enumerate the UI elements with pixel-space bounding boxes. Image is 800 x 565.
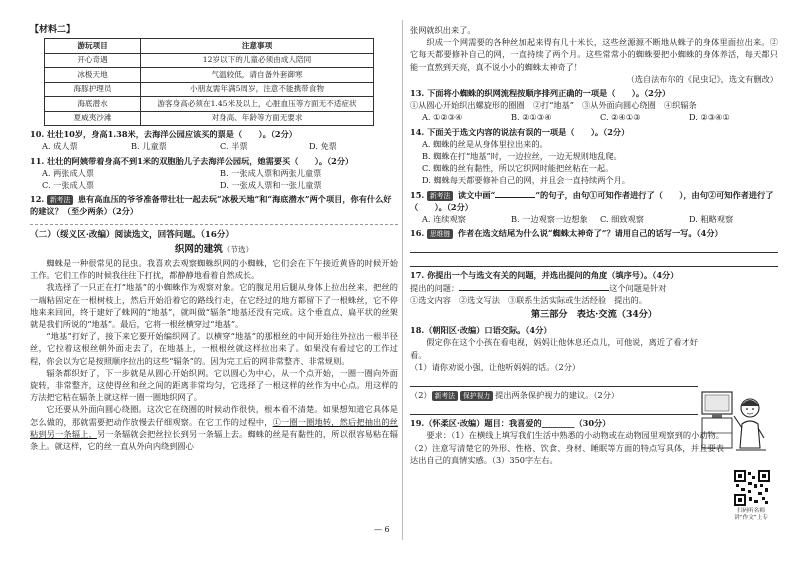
table-cell: 海豚护理员 <box>45 82 141 97</box>
passage-paragraph: 我选择了一只正在打“地基”的小蜘蛛作为观察对象。它的腹足用后腿从身体上拉出丝来，把丝的一端粘固定在一根树枝上，然后开始沿着它的路线行走，在它经过的地方都留下了一根蛛丝，它不停地来来回回，终于建好了蛛网的“地基”，就叫做“辐条”地基还没有完成。这个垂直点、扁平状的丝架就是我们所说的“地基”。最后，它将一根丝横穿过“地基”。 <box>30 282 398 330</box>
table-cell: 气温较低，请自备外套御寒 <box>141 68 374 83</box>
question-13 <box>410 87 778 124</box>
passage-paragraph: 织成一个网需要的各种丝加起来得有几十米长，这些丝源源不断地从蛛子的身体里面拉出来。②它每天都要修补自己的网，一直持续了两个月。这些常常小的蜘蛛要把小蜘蛛的身体养活，每天都只能一直熬到天亮，真不说小小的蜘蛛太神奇了！ <box>410 37 778 72</box>
underline-mark <box>495 189 535 198</box>
option: A. 两张成人票 <box>42 167 95 178</box>
q17-angles <box>410 294 778 306</box>
passage-paragraph <box>30 403 398 452</box>
question-17 <box>410 269 778 306</box>
option: C. 蜘蛛的丝有黏性，所以它织网时能把丝粘在一起。 <box>422 163 614 174</box>
angle-option: ③联系生活实际或生活经验 <box>507 294 607 305</box>
question-10 <box>30 128 398 152</box>
passage-paragraph: 蜘蛛是一种很常见的昆虫。我喜欢去观察蜘蛛织网的小蜘蛛，它们会在下午接近黄昏的时候开始工作。它们工作的时候我往往下打扰，都静静地看着自然成长。 <box>30 258 398 281</box>
new-method-tag: 新考法 <box>427 191 453 201</box>
question-stem: 10. 壮壮10岁，身高1.38米，去海洋公园应该买的票是（ ）。（2分） <box>30 129 297 140</box>
option: C. ②④①③ <box>600 112 641 123</box>
q18-sub1: （1）请你劝说小强，让他听妈妈的话。（2分） <box>410 361 581 372</box>
table-header: 注意事项 <box>141 39 374 54</box>
answer-line[interactable] <box>410 241 778 253</box>
question-stem: 19.（怀柔区·改编）题目：我喜爱的________（30分） <box>410 418 611 429</box>
table-cell: 冰极天地 <box>45 68 141 83</box>
question-15: 15. 新考法 读文中画“ ”的句子，由句①可知作者进行了（ ），由句②可知作者进行了（ ）。（2分） A. 连续观察 B. 一边观察一边想象 C. 细致观察 D. 粗略观察 <box>410 189 778 226</box>
answer-line[interactable] <box>410 403 698 415</box>
option: D. 免票 <box>309 141 337 152</box>
underlined-sentence-1: ①一圈一圈地转，然后把抽出的丝粘到另一条辐上， <box>30 416 398 439</box>
passage-title-text: 织网的建筑 <box>174 243 223 255</box>
rules-table <box>44 38 374 126</box>
table-row <box>45 111 374 126</box>
angle-option: ②选文写法 <box>458 294 500 305</box>
option: B. ②①③④ <box>511 112 552 123</box>
option-row <box>30 179 398 191</box>
option: A. ①②③④ <box>422 112 463 123</box>
question-items: ①从圆心开始织出螺旋形的圈圈 ②打“地基” ③从外面向圆心绕圈 ④织辐条 <box>410 100 697 111</box>
q18-sub2-row: （2） 新考法 保护视力 提出两条保护视力的建议。（2分） <box>410 390 620 401</box>
table-header-row <box>45 39 374 54</box>
section-separator <box>30 224 398 225</box>
option: B. 儿童票 <box>131 141 167 152</box>
section-heading: （二）（绥义区·改编）阅读选文，回答问题。（16分） <box>30 229 235 240</box>
table-cell: 夏威夷沙滩 <box>45 111 141 126</box>
question-stem: 13. 下面将小蜘蛛的织网流程按顺序排列正确的一项是（ ）。（2分） <box>410 88 671 99</box>
table-cell: 12岁以下的儿童必须由成人陪同 <box>141 53 374 68</box>
table-cell: 小朋友需年满5周岁，注意不能携带食物 <box>141 82 374 97</box>
table-header: 游玩项目 <box>45 39 141 54</box>
question-stem: 患有高血压的爷爷准备带壮壮一起去玩“冰极天地”和“海底潜水”两个项目，你有什么好的建议？（至少两条）（2分） <box>30 194 392 217</box>
table-row <box>45 82 374 97</box>
paragraph-text: 另一条辐就会把丝拉长到另一条辐上去。蜘蛛的丝是有黏性的，所以很容易粘在辐条上。就这样，它的丝一直从外向内绕到圆心 <box>30 428 398 452</box>
option: B. 一张成人票和两张儿童票 <box>220 167 322 178</box>
new-method-tag: 新考法 <box>432 391 458 401</box>
option-row <box>30 140 398 152</box>
passage-paragraph: 辐条都织好了，下一步就是从圆心开始织网。它以圆心为中心，从一个点开始，一圈一圈向外面旋转，非常整齐，这使得丝和丝之间的距离非常均匀，它选择了一根这样的丝作为中心点。用这样的方法把它粘在辐条上就这样一圈一圈地织网了。 <box>30 367 398 403</box>
question-14 <box>410 126 778 187</box>
q17-suffix: 提出的。 <box>614 294 647 305</box>
question-stem: 11. 壮壮的阿姨带着身高不到1米的双胞胎儿子去海洋公园玩，她需要买（ ）。（2分） <box>30 155 354 166</box>
q17-prompt-a: 提出的问题： <box>410 282 460 293</box>
angle-option: ①选文内容 <box>410 294 451 305</box>
option-row <box>30 167 398 179</box>
option: D. 粗略观察 <box>689 214 734 225</box>
option: D. ②③④① <box>689 112 730 123</box>
option: A. 连续观察 <box>422 214 466 225</box>
option-row <box>410 213 778 225</box>
question-stem: 18.（朝阳区·改编）口语交际。（4分） <box>410 325 552 336</box>
page-number: — 6 <box>374 525 390 534</box>
q17-prompt-row <box>410 282 778 294</box>
option: D. 一张成人票和一张儿童票 <box>220 180 322 191</box>
left-column <box>30 0 398 565</box>
new-method-tag: 新考法 <box>47 195 73 205</box>
boy-watching-tv-illustration <box>700 386 772 456</box>
answer-line[interactable] <box>410 375 698 387</box>
question-stem-a: 读文中画“ <box>457 189 496 200</box>
table-cell: 游客身高必须在1.45米及以上，心脏血压等方面无不适症状 <box>141 97 374 112</box>
option: D. 蜘蛛每天都要修补自己的网，并且会一直持续两个月。 <box>422 175 630 186</box>
passage-continuation: 张网就织出来了。 <box>410 25 476 35</box>
option: A. 成人票 <box>42 141 78 152</box>
question-16: 16. 思维链 作者在选文结尾为什么说“蜘蛛太神奇了”？请用自己的话写一写。（4分） <box>410 227 778 267</box>
q18-sub2: 提出两条保护视力的建议。（2分） <box>495 390 620 401</box>
question-stem: 14. 下面关于选文内容的说法有误的一项是（ ）。（2分） <box>410 126 630 137</box>
paragraph-text: 它还要从外面向圆心绕圈。这次它在绕圈的时候动作很快，根本看不清楚。如果想知道它具体是怎么做的，那就需要把动作放慢去仔细观察。在它工作的过程中， <box>30 404 398 427</box>
eye-care-tag: 保护视力 <box>460 391 493 401</box>
passage-source: （选自法布尔的《昆虫记》，选文有删改） <box>626 73 778 84</box>
option: C. 半票 <box>220 141 248 152</box>
option: C. 细致观察 <box>600 214 644 225</box>
question-stem: 作者在选文结尾为什么说“蜘蛛太神奇了”？请用自己的话写一写。（4分） <box>457 228 723 239</box>
thinking-tag: 思维链 <box>427 229 453 239</box>
table-cell: 对身高、年龄等方面无要求 <box>141 111 374 126</box>
question-stem-b: ”的句子，由句①可知作者进行了（ ），由句②可知作者进行了（ ）。（2分） <box>410 189 774 212</box>
question-12: 12. 新考法 患有高血压的爷爷准备带壮壮一起去玩“冰极天地”和“海底潜水”两个项目，你有什么好的建议？（至少两条）（2分） <box>30 194 392 217</box>
q19-requirements: 要求：（1）在横线上填写我们生活中熟悉的小动物或在动物园里观察到的小动物。（2）注意写清楚它的外形、性格、饮食、身材、睡眠等方面的特点写具体，并且要表达出自己的真情实感。（3）350字左右。 <box>410 430 724 465</box>
column-divider <box>402 20 403 540</box>
option: B. 蜘蛛在打“地基”时，一边拉丝，一边无规则地乱爬。 <box>422 151 622 162</box>
option: B. 一边观察一边想象 <box>511 214 588 225</box>
passage-paragraph: “地基”打好了，接下来它要开始编织网了。以横穿“地基”的那根丝的中间开始往外拉出一根半径丝，它拉着这根丝朝外面走去了，在地基上，一根根丝就这样拉出来了。如果没有看过它的工作过程，你会以为它是按照顺序拉出的这些“辐条”的。因为完工后的网非常整齐、非常规则。 <box>30 331 398 366</box>
table-cell: 海底潜水 <box>45 97 141 112</box>
part3-heading: 第三部分 表达·交流（34分） <box>530 309 658 321</box>
option: A. 蜘蛛的丝是从身体里拉出来的。 <box>422 138 548 149</box>
q18-context: 假定你在这个小孩在看电视，妈妈让他休息还点儿，可他说，离近了看才好看。 <box>410 337 698 360</box>
q17-prompt-b: 这个问题是针对 <box>609 282 667 293</box>
right-column <box>410 0 778 565</box>
passage-title-note: （节选） <box>222 244 254 254</box>
answer-line[interactable] <box>410 255 778 267</box>
qr-code-icon[interactable] <box>734 470 770 506</box>
question-stem: 17. 你提出一个与选文有关的问题，并选出提问的角度（填序号）。（4分） <box>410 270 679 281</box>
option: C. 一张成人票 <box>42 180 95 191</box>
qr-caption: 扫码听名师讲“作文”上专 <box>734 508 768 521</box>
answer-blank[interactable] <box>459 282 609 291</box>
material2-heading: 【材料二】 <box>30 25 76 35</box>
table-row <box>45 97 374 112</box>
table-row <box>45 53 374 68</box>
option-row <box>410 111 778 123</box>
question-11 <box>30 155 398 192</box>
table-row <box>45 68 374 83</box>
table-cell: 开心奇遇 <box>45 53 141 68</box>
passage-title <box>30 244 398 256</box>
